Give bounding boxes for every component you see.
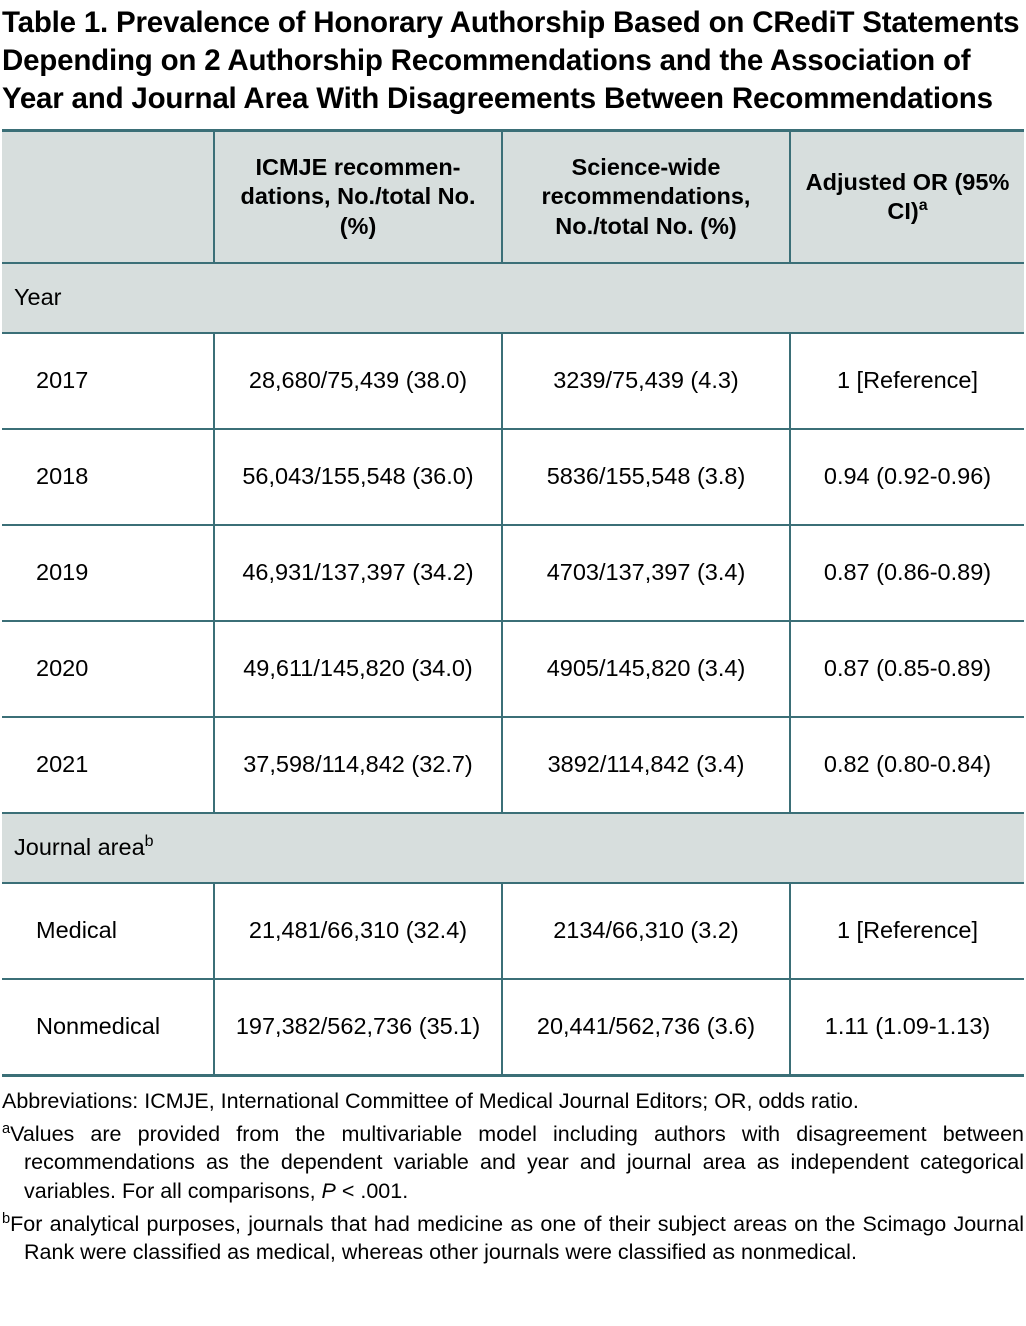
footnote-b-text: For analytical purposes, journals that had medicine as one of their subject areas on the Scimago Journal Rank were classified as medical, whereas other journals were classified as nonmedical. <box>10 1211 1024 1265</box>
cell-adjusted-or: 1.11 (1.09-1.13) <box>790 979 1024 1076</box>
cell-icmje: 28,680/75,439 (38.0) <box>214 333 502 429</box>
row-label: 2017 <box>2 333 214 429</box>
footnote-b <box>2 1210 1024 1267</box>
header-cell-adjusted-or <box>790 131 1024 264</box>
group-label-year <box>2 263 1024 333</box>
cell-adjusted-or: 0.82 (0.80-0.84) <box>790 717 1024 813</box>
table-row <box>2 621 1024 717</box>
table-row <box>2 525 1024 621</box>
header-adjusted-or-footnote-marker: a <box>918 197 928 215</box>
cell-science-wide: 2134/66,310 (3.2) <box>502 883 790 979</box>
group-label-text: Year <box>14 284 62 311</box>
cell-science-wide: 3892/114,842 (3.4) <box>502 717 790 813</box>
row-label: 2019 <box>2 525 214 621</box>
row-label: 2018 <box>2 429 214 525</box>
table-group-row <box>2 813 1024 883</box>
footnote-a-italic-p: P <box>321 1179 336 1204</box>
row-label: 2021 <box>2 717 214 813</box>
group-label-footnote-marker: b <box>144 833 154 851</box>
group-label-journal-area <box>2 813 1024 883</box>
footnote-a <box>2 1120 1024 1206</box>
cell-icmje: 56,043/155,548 (36.0) <box>214 429 502 525</box>
footnote-abbreviations: Abbreviations: ICMJE, International Committee of Medical Journal Editors; OR, odds ratio. <box>2 1089 859 1114</box>
table-group-row <box>2 263 1024 333</box>
table-row <box>2 883 1024 979</box>
cell-science-wide: 20,441/562,736 (3.6) <box>502 979 790 1076</box>
table-header <box>2 131 1024 264</box>
cell-science-wide: 4905/145,820 (3.4) <box>502 621 790 717</box>
row-label: Nonmedical <box>2 979 214 1076</box>
table-title: Table 1. Prevalence of Honorary Authorship Based on CRediT Statements Depending on 2 Authorship Recommendations and the Association of Year and Journal Area With Disagreements Between Recommendations <box>2 6 1020 115</box>
group-label-text: Journal area <box>14 834 145 861</box>
table-row <box>2 333 1024 429</box>
cell-science-wide: 5836/155,548 (3.8) <box>502 429 790 525</box>
footnote-a-marker: a <box>2 1120 11 1137</box>
cell-icmje: 49,611/145,820 (34.0) <box>214 621 502 717</box>
footnote-a-text-part1: Values are provided from the multivariable model including authors with disagreement between recommendations as the dependent variable and year and journal area as independent categorical variables. For all comparisons, <box>10 1121 1024 1204</box>
header-cell-science-wide: Science-wide recommendations, No./total No. (%) <box>502 131 790 264</box>
header-cell-icmje: ICMJE recommen-dations, No./total No. (%) <box>214 131 502 264</box>
table-row <box>2 717 1024 813</box>
table-footnotes <box>2 1087 1024 1267</box>
cell-adjusted-or: 0.94 (0.92-0.96) <box>790 429 1024 525</box>
cell-icmje: 37,598/114,842 (32.7) <box>214 717 502 813</box>
cell-adjusted-or: 1 [Reference] <box>790 333 1024 429</box>
row-label: 2020 <box>2 621 214 717</box>
footnote-b-marker: b <box>2 1210 11 1227</box>
cell-adjusted-or: 1 [Reference] <box>790 883 1024 979</box>
prevalence-table <box>2 129 1024 1077</box>
footnote-a-text-part2: < .001. <box>335 1179 409 1204</box>
cell-icmje: 46,931/137,397 (34.2) <box>214 525 502 621</box>
cell-icmje: 21,481/66,310 (32.4) <box>214 883 502 979</box>
cell-science-wide: 4703/137,397 (3.4) <box>502 525 790 621</box>
header-row <box>2 131 1024 264</box>
row-label: Medical <box>2 883 214 979</box>
cell-adjusted-or: 0.87 (0.85-0.89) <box>790 621 1024 717</box>
header-cell-blank <box>2 131 214 264</box>
table-row <box>2 979 1024 1076</box>
table-body <box>2 263 1024 1076</box>
cell-adjusted-or: 0.87 (0.86-0.89) <box>790 525 1024 621</box>
cell-science-wide: 3239/75,439 (4.3) <box>502 333 790 429</box>
table-row <box>2 429 1024 525</box>
cell-icmje: 197,382/562,736 (35.1) <box>214 979 502 1076</box>
header-adjusted-or-text: Adjusted OR (95% CI) <box>805 168 1010 225</box>
